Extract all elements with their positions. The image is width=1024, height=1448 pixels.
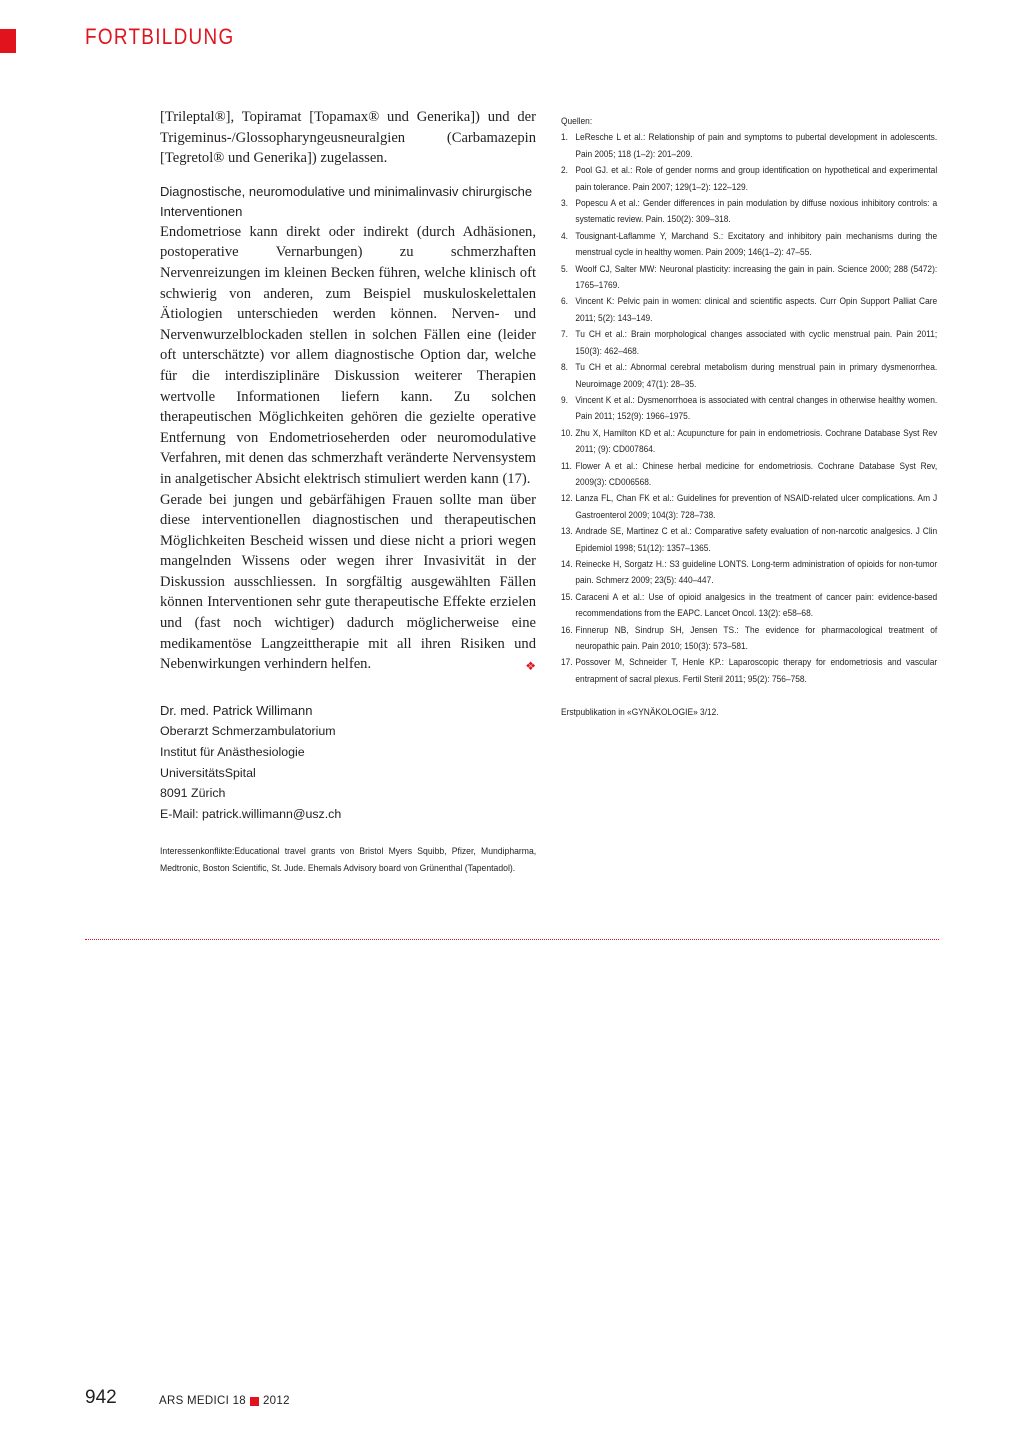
reference-item [561, 261, 937, 294]
reference-number: 6. [561, 296, 568, 307]
author-block [160, 701, 536, 825]
reference-item [561, 458, 937, 491]
end-mark-icon: ❖ [525, 659, 536, 674]
reference-item [561, 622, 937, 655]
reference-item [561, 589, 937, 622]
reference-number: 4. [561, 230, 568, 241]
reference-text: Tu CH et al.: Abnormal cerebral metabolism during menstrual pain in primary dysmenorrhea. Neuroimage 2009; 47(1): 28–35. [575, 362, 938, 389]
section-title: FORTBILDUNG [85, 24, 235, 49]
reference-number: 11. [561, 460, 573, 471]
reference-item [561, 654, 937, 687]
author-email[interactable]: E-Mail: patrick.willimann@usz.ch [160, 806, 342, 821]
reference-text: Vincent K: Pelvic pain in women: clinical and scientific aspects. Curr Opin Support Palliat Care 2011; 5(2): 143–149. [575, 296, 938, 323]
reference-text: Finnerup NB, Sindrup SH, Jensen TS.: The evidence for pharmacological treatment of neuropathic pain. Pain 2010; 150(3): 573–581. [575, 624, 938, 651]
references-list [561, 129, 937, 687]
reference-text: Caraceni A et al.: Use of opioid analgesics in the treatment of cancer pain: evidence-based recommendations from the EAPC. Lancet Oncol. 13(2): e58–68. [575, 591, 938, 619]
reference-text: Woolf CJ, Salter MW: Neuronal plasticity: increasing the gain in pain. Science 2000; 288 (5472): 1765–1769. [575, 263, 938, 291]
reference-number: 8. [561, 362, 568, 373]
reference-text: Tousignant-Laflamme Y, Marchand S.: Excitatory and inhibitory pain mechanisms during the menstrual cycle in healthy women. Pain 2009; 146(1–2): 47–55. [575, 230, 938, 258]
conflicts-of-interest: Interessenkonflikte:Educational travel grants von Bristol Myers Squibb, Pfizer, Mundipharma, Medtronic, Boston Scientific, St. Jude. Ehemals Advisory board von Grünenthal (Tapentadol). [160, 846, 537, 874]
reference-text: Reinecke H, Sorgatz H.: S3 guideline LONTS. Long-term administration of opioids for non-tumor pain. Schmerz 2009; 23(5): 440–447. [575, 558, 938, 586]
body-paragraph-1: Endometriose kann direkt oder indirekt (durch Adhäsionen, postoperative Vernarbungen) zu schmerzhaften Nervenreizungen im kleinen Becken führen, welche klinisch oft schwierig von anderen, zum Beispiel muskuloskelettalen Ätiologien unterschieden werden können. Nerven- und Nervenwurzelblockaden stellen in solchen Fällen eine (leider oft unterschätzte) vor allem diagnostische Option dar, welche für die interdisziplinäre Diskussion weiterer Therapien wertvolle Informationen liefern kann. Zu solchen therapeutischen Möglichkeiten gehören die gezielte operative Entfernung von Endometrioseherden oder neuromodulative Verfahren, mit denen das schmerzhaft veränderte Nervensystem in analgetischer Absicht elektrisch stimuliert werden kann (17). [160, 223, 536, 487]
author-hospital: UniversitätsSpital [160, 765, 256, 780]
reference-item [561, 129, 937, 162]
references-column [561, 113, 937, 721]
reference-text: Tu CH et al.: Brain morphological changes associated with cyclic menstrual pain. Pain 2011; 150(3): 462–468. [575, 329, 938, 356]
publication-name: ARS MEDICI 18 [159, 1395, 246, 1407]
reference-text: LeResche L et al.: Relationship of pain and symptoms to pubertal development in adolescents. Pain 2005; 118 (1–2): 201–209. [575, 132, 938, 159]
author-institute: Institut für Anästhesiologie [160, 745, 305, 760]
reference-number: 17. [561, 657, 573, 668]
section-marker [0, 29, 16, 53]
reference-item [561, 228, 937, 261]
reference-number: 16. [561, 624, 573, 635]
reference-number: 3. [561, 198, 568, 209]
reference-item [561, 326, 937, 359]
footer-divider [85, 939, 939, 940]
intro-paragraph: [Trileptal®], Topiramat [Topamax® und Generika]) und der Trigeminus-/Glossopharyngeusneuralgien (Carbamazepin [Tegretol® und Generika]) zugelassen. [160, 109, 536, 167]
reference-item [561, 162, 937, 195]
reference-text: Popescu A et al.: Gender differences in pain modulation by diffuse noxious inhibitory controls: a systematic review. Pain. 150(2): 309–318. [575, 198, 938, 225]
reference-text: Possover M, Schneider T, Henle KP.: Laparoscopic therapy for endometriosis and vascular entrapment of sacral plexus. Fertil Steril 2011; 95(2): 756–758. [575, 657, 938, 684]
reference-number: 7. [561, 329, 568, 340]
reference-number: 12. [561, 493, 573, 504]
reference-text: Andrade SE, Martinez C et al.: Comparative safety evaluation of non-narcotic analgesics. J Clin Epidemiol 1998; 51(12): 1357–1365. [575, 526, 938, 553]
reference-item [561, 425, 937, 458]
reference-item [561, 523, 937, 556]
first-publication-note: Erstpublikation in «GYNÄKOLOGIE» 3/12. [561, 707, 719, 718]
page-number: 942 [85, 1387, 117, 1408]
square-icon [250, 1397, 259, 1406]
references-heading: Quellen: [561, 116, 593, 126]
reference-item [561, 195, 937, 228]
reference-text: Vincent K et al.: Dysmenorrhoea is associated with central changes in otherwise healthy women. Pain 2011; 152(9): 1966–1975. [575, 394, 938, 422]
reference-number: 15. [561, 591, 573, 602]
reference-item [561, 359, 937, 392]
reference-number: 13. [561, 526, 573, 537]
reference-item [561, 556, 937, 589]
reference-text: Pool GJ. et al.: Role of gender norms and group identification on hypothetical and experimental pain tolerance. Pain 2007; 129(1–2): 122–129. [575, 165, 938, 192]
reference-text: Lanza FL, Chan FK et al.: Guidelines for prevention of NSAID-related ulcer complications. Am J Gastroenterol 2009; 104(3): 728–738. [575, 493, 938, 520]
reference-item [561, 392, 937, 425]
author-name: Dr. med. Patrick Willimann [160, 702, 313, 718]
footer-publication [159, 1395, 290, 1407]
body-paragraph-2 [160, 490, 536, 675]
reference-number: 5. [561, 263, 568, 274]
reference-item [561, 490, 937, 523]
article-column [160, 107, 536, 878]
reference-number: 14. [561, 558, 573, 569]
reference-text: Zhu X, Hamilton KD et al.: Acupuncture for pain in endometriosis. Cochrane Database Syst Rev 2011; (9): CD007864. [575, 427, 938, 455]
reference-number: 2. [561, 165, 568, 176]
reference-number: 1. [561, 132, 568, 143]
reference-text: Flower A et al.: Chinese herbal medicine for endometriosis. Cochrane Database Syst Rev, 2009(3): CD006568. [575, 460, 938, 487]
reference-number: 10. [561, 427, 573, 438]
author-position: Oberarzt Schmerzambulatorium [160, 724, 336, 739]
reference-number: 9. [561, 394, 568, 405]
publication-year: 2012 [262, 1395, 290, 1407]
subheading: Diagnostische, neuromodulative und minimalinvasiv chirurgische Interventionen [160, 183, 533, 219]
author-city: 8091 Zürich [160, 786, 226, 801]
body-paragraph-2-text: Gerade bei jungen und gebärfähigen Frauen sollte man über diese interventionellen diagnostischen und therapeutischen Möglichkeiten Bescheid wissen und diese nicht a priori wegen mangelnden Wissens oder wegen ihrer Invasivität in der Diskussion ausschliessen. In sorgfältig ausgewählten Fällen können Interventionen sehr gute therapeutische Effekte erzielen und (fast noch wichtiger) dadurch möglicherweise eine medikamentöse Langzeittherapie mit all ihren Risiken und Nebenwirkungen verhindern helfen. [160, 491, 536, 673]
reference-item [561, 293, 937, 326]
